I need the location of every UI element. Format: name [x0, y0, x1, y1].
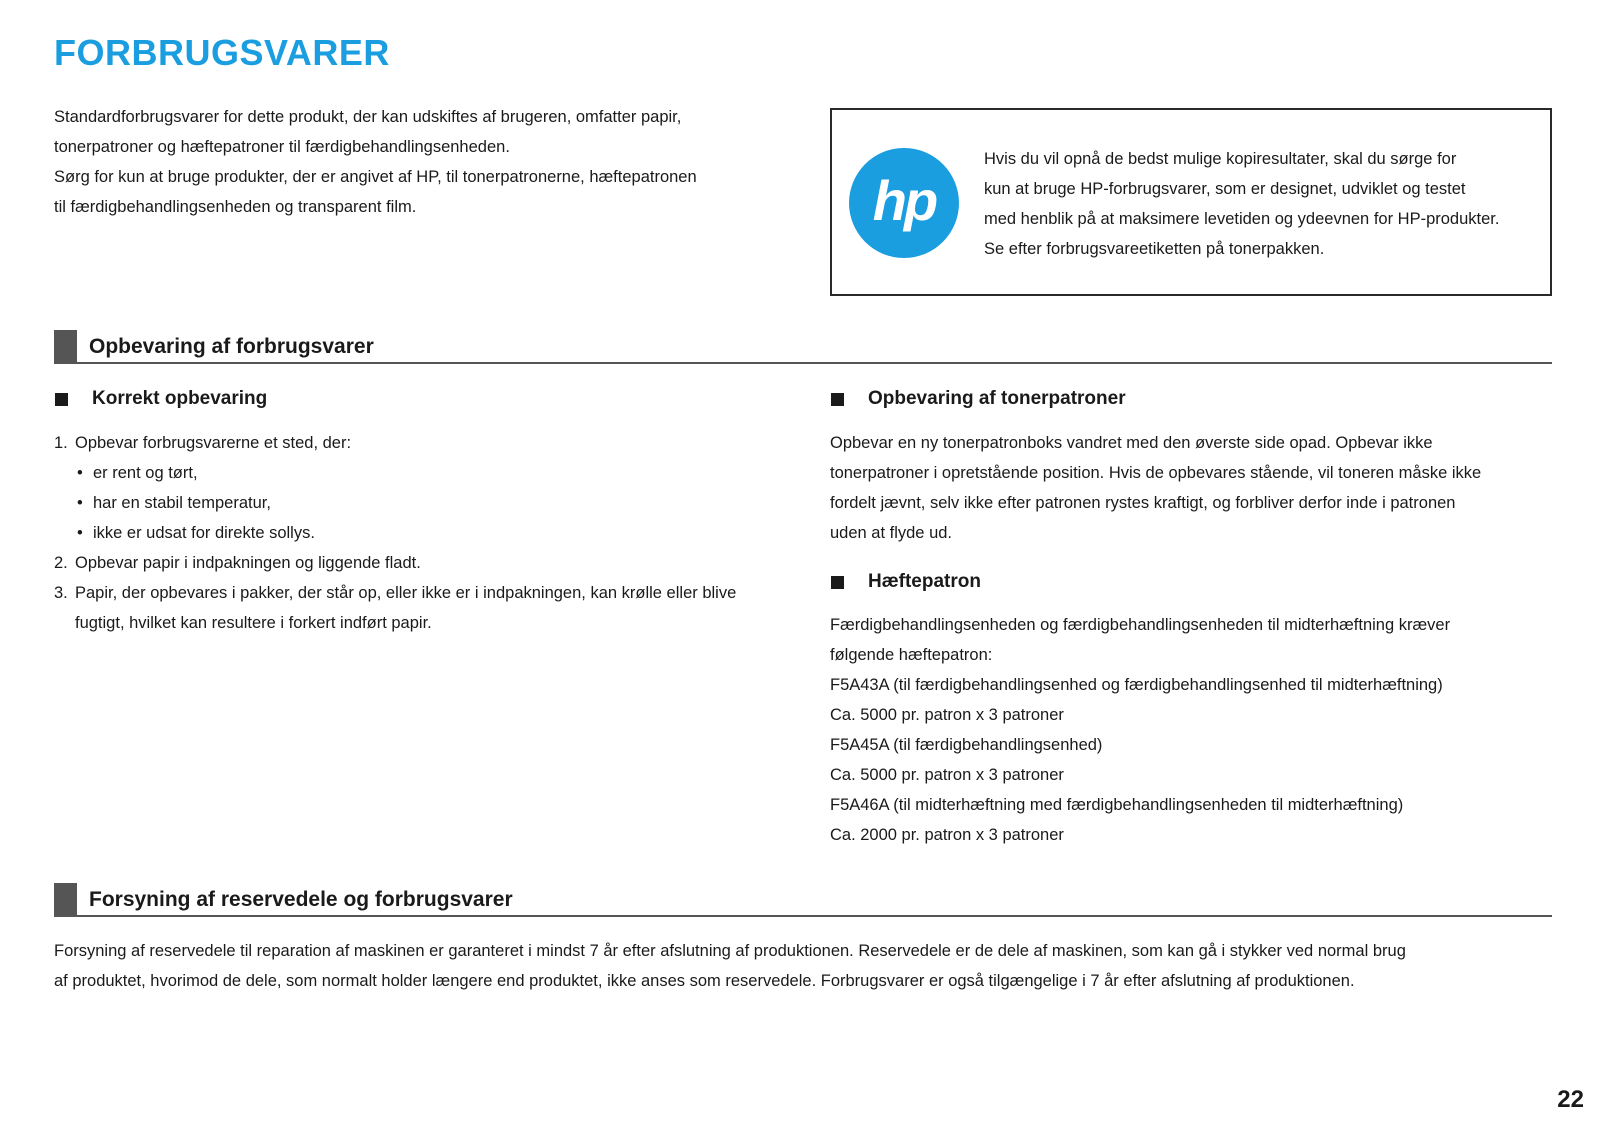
square-bullet-icon — [831, 393, 844, 406]
intro-line: Standardforbrugsvarer for dette produkt, der kan udskiftes af brugeren, omfatter papir, — [54, 108, 682, 126]
section-bar — [54, 883, 77, 917]
toner-line: uden at flyde ud. — [830, 524, 953, 542]
supply-line: af produktet, hvorimod de dele, som normalt holder længere end produktet, ikke anses som reservedele. Forbrugsvarer er også tilgængelige i 7 år efter afslutning af produktionen. — [54, 972, 1355, 990]
hp-notice-line: Hvis du vil opnå de bedst mulige kopiresultater, skal du sørge for — [984, 150, 1457, 168]
section-title: Forsyning af reservedele og forbrugsvarer — [89, 888, 513, 911]
staple-cartridge-text — [830, 610, 1552, 850]
hp-notice-line: med henblik på at maksimere levetiden og ydeevnen for HP-produkter. — [984, 210, 1500, 228]
square-bullet-icon — [55, 393, 68, 406]
section-title: Opbevaring af forbrugsvarer — [89, 335, 374, 358]
intro-line: Sørg for kun at bruge produkter, der er angivet af HP, til tonerpatronerne, hæftepatronen — [54, 168, 697, 186]
staple-line: følgende hæftepatron: — [830, 646, 993, 664]
toner-line: tonerpatroner i opretstående position. Hvis de opbevares stående, vil toneren måske ikke — [830, 464, 1482, 482]
list-text: fugtigt, hvilket kan resultere i forkert indført papir. — [75, 614, 432, 632]
staple-line: F5A45A (til færdigbehandlingsenhed) — [830, 736, 1103, 754]
list-text: Papir, der opbevares i pakker, der står op, eller ikke er i indpakningen, kan krølle eller blive — [75, 584, 737, 602]
list-number: 2. — [54, 554, 68, 572]
staple-line: Ca. 5000 pr. patron x 3 patroner — [830, 706, 1064, 724]
list-text: Opbevar forbrugsvarerne et sted, der: — [75, 434, 352, 452]
bullet-item: • ikke er udsat for direkte sollys. — [75, 518, 794, 548]
staple-line: Ca. 5000 pr. patron x 3 patroner — [830, 766, 1064, 784]
hp-logo-text: hp — [872, 169, 936, 232]
section-header-storage — [54, 330, 1552, 364]
staple-line: Ca. 2000 pr. patron x 3 patroner — [830, 826, 1064, 844]
subheading-title: Hæftepatron — [868, 571, 981, 592]
intro-line: til færdigbehandlingsenheden og transparent film. — [54, 198, 417, 216]
list-item — [54, 578, 794, 638]
intro-line: tonerpatroner og hæftepatroner til færdigbehandlingsenheden. — [54, 138, 510, 156]
toner-line: fordelt jævnt, selv ikke efter patronen rystes kraftigt, og forbliver derfor inde i patronen — [830, 494, 1456, 512]
correct-storage-list — [54, 428, 794, 638]
supply-line: Forsyning af reservedele til reparation af maskinen er garanteret i mindst 7 år efter afslutning af produktionen. Reservedele er de dele af maskinen, som kan gå i stykker ved normal brug — [54, 942, 1406, 960]
square-bullet-icon — [831, 576, 844, 589]
list-item — [54, 428, 794, 548]
bullet-item: • er rent og tørt, — [75, 458, 794, 488]
toner-line: Opbevar en ny tonerpatronboks vandret med den øverste side opad. Opbevar ikke — [830, 434, 1433, 452]
staple-line: Færdigbehandlingsenheden og færdigbehandlingsenheden til midterhæftning kræver — [830, 616, 1451, 634]
hp-notice-text — [984, 144, 1544, 264]
intro-text — [54, 102, 774, 222]
page-number: 22 — [1557, 1086, 1584, 1113]
list-item — [54, 548, 794, 578]
section-rule — [77, 915, 1552, 917]
subheading-title: Korrekt opbevaring — [92, 388, 268, 409]
staple-line: F5A46A (til midterhæftning med færdigbehandlingsenheden til midterhæftning) — [830, 796, 1404, 814]
toner-storage-text — [830, 428, 1552, 548]
section-rule — [77, 362, 1552, 364]
staple-line: F5A43A (til færdigbehandlingsenhed og færdigbehandlingsenhed til midterhæftning) — [830, 676, 1443, 694]
hp-notice-line: kun at bruge HP-forbrugsvarer, som er designet, udviklet og testet — [984, 180, 1466, 198]
list-text: Opbevar papir i indpakningen og liggende fladt. — [75, 554, 421, 572]
section-bar — [54, 330, 77, 364]
hp-notice-box — [830, 108, 1552, 296]
list-number: 3. — [54, 584, 68, 602]
supply-text — [54, 936, 1564, 996]
hp-logo — [849, 148, 959, 258]
hp-notice-line: Se efter forbrugsvareetiketten på tonerpakken. — [984, 240, 1325, 258]
subheading-title: Opbevaring af tonerpatroner — [868, 388, 1126, 409]
bullet-item: • har en stabil temperatur, — [75, 488, 794, 518]
section-header-supply — [54, 883, 1552, 917]
list-number: 1. — [54, 434, 68, 452]
page-title: FORBRUGSVARER — [54, 32, 390, 73]
